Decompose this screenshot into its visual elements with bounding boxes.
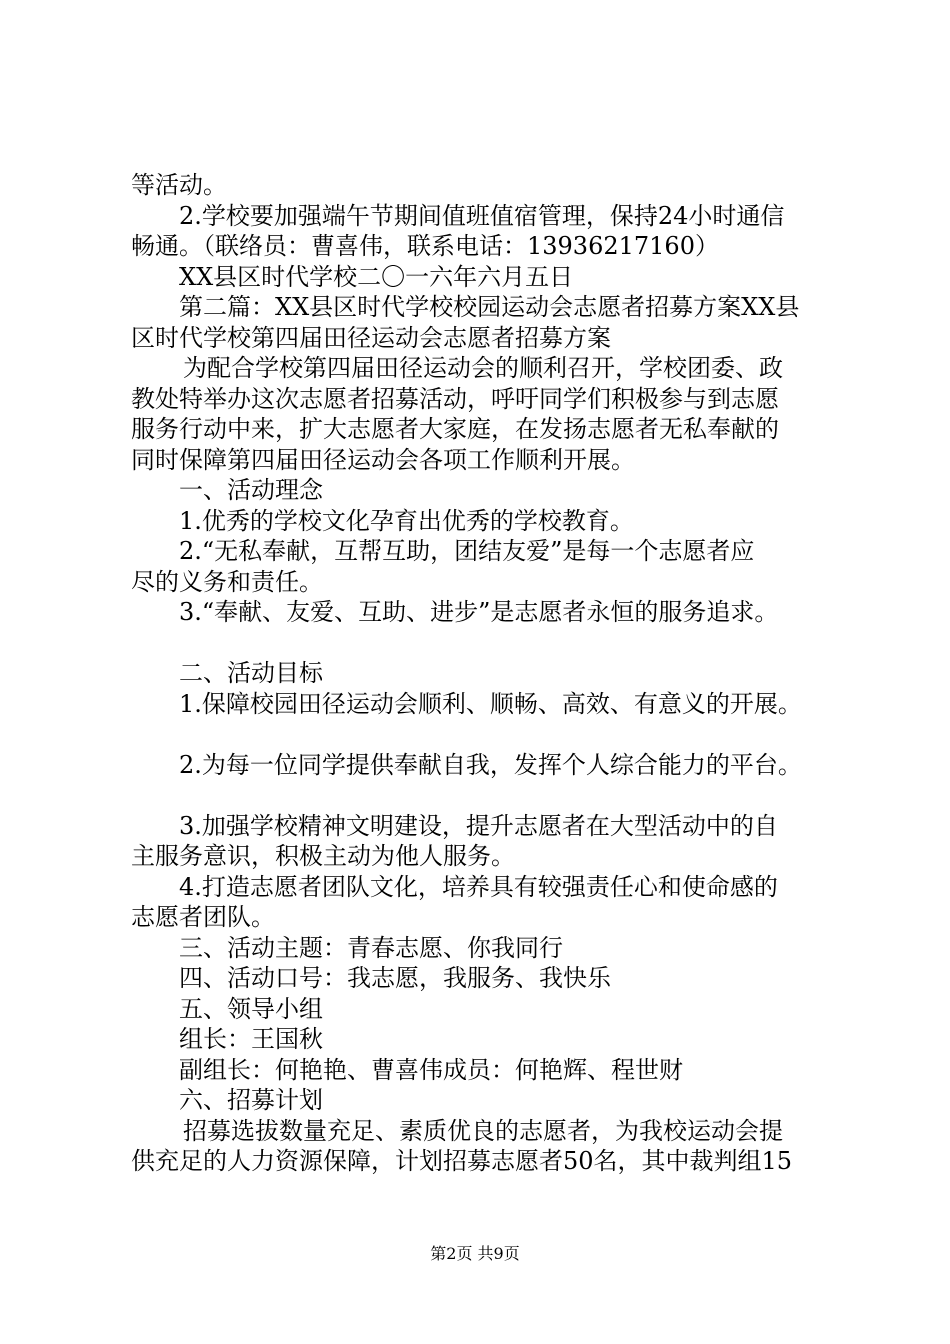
list-item: 1.保障校园田径运动会顺利、顺畅、高效、有意义的开展。 [179, 689, 802, 718]
text-line: XX县区时代学校二〇一六年六月五日 [179, 262, 574, 291]
text-line: 尽的义务和责任。 [131, 567, 323, 596]
list-item: 2.为每一位同学提供奉献自我，发挥个人综合能力的平台。 [179, 750, 802, 779]
section-heading: 五、领导小组 [179, 994, 323, 1023]
list-item: 3.“奉献、友爱、互助、进步”是志愿者永恒的服务追求。 [179, 598, 779, 626]
list-item: 2.“无私奉献，互帮互助，团结友爱”是每一个志愿者应 [179, 537, 755, 565]
text-line: 区时代学校第四届田径运动会志愿者招募方案 [131, 323, 611, 352]
document-body [131, 170, 831, 1177]
section-heading: 四、活动口号：我志愿，我服务、我快乐 [179, 964, 611, 992]
blank-line [131, 719, 831, 750]
list-item: 1.优秀的学校文化孕育出优秀的学校教育。 [179, 506, 634, 535]
text-line: 服务行动中来，扩大志愿者大家庭，在发扬志愿者无私奉献的 [131, 415, 779, 443]
section-heading: 六、招募计划 [179, 1086, 323, 1114]
text-line: 副组长：何艳艳、曹喜伟成员：何艳辉、程世财 [179, 1055, 683, 1084]
section-heading: 三、活动主题：青春志愿、你我同行 [179, 933, 563, 962]
list-item: 4.打造志愿者团队文化，培养具有较强责任心和使命感的 [179, 872, 778, 901]
text-line: 教处特举办这次志愿者招募活动，呼吁同学们积极参与到志愿 [131, 384, 779, 413]
text-line: 供充足的人力资源保障，计划招募志愿者50名，其中裁判组15 [131, 1147, 793, 1175]
list-item: 3.加强学校精神文明建设，提升志愿者在大型活动中的自 [179, 811, 778, 840]
text-line: 等活动。 [131, 171, 227, 199]
section-heading: 第二篇：XX县区时代学校校园运动会志愿者招募方案XX县 [179, 293, 800, 321]
text-line: 主服务意识，积极主动为他人服务。 [131, 842, 515, 870]
text-line: 组长：王国秋 [179, 1025, 323, 1053]
blank-line [131, 628, 831, 659]
text-line: 招募选拔数量充足、素质优良的志愿者，为我校运动会提 [183, 1116, 783, 1145]
section-heading: 一、活动理念 [179, 476, 323, 504]
text-line: 同时保障第四届田径运动会各项工作顺利开展。 [131, 445, 635, 474]
text-line: 2.学校要加强端午节期间值班值宿管理，保持24小时通信 [179, 201, 785, 230]
blank-line [131, 780, 831, 811]
section-heading: 二、活动目标 [179, 659, 323, 687]
text-line: 志愿者团队。 [131, 903, 275, 931]
page-footer: 第2页 共9页 [430, 1244, 520, 1263]
text-line: 为配合学校第四届田径运动会的顺利召开，学校团委、政 [183, 354, 783, 382]
text-line: 畅通。（联络员：曹喜伟，联系电话：13936217160） [131, 232, 719, 260]
